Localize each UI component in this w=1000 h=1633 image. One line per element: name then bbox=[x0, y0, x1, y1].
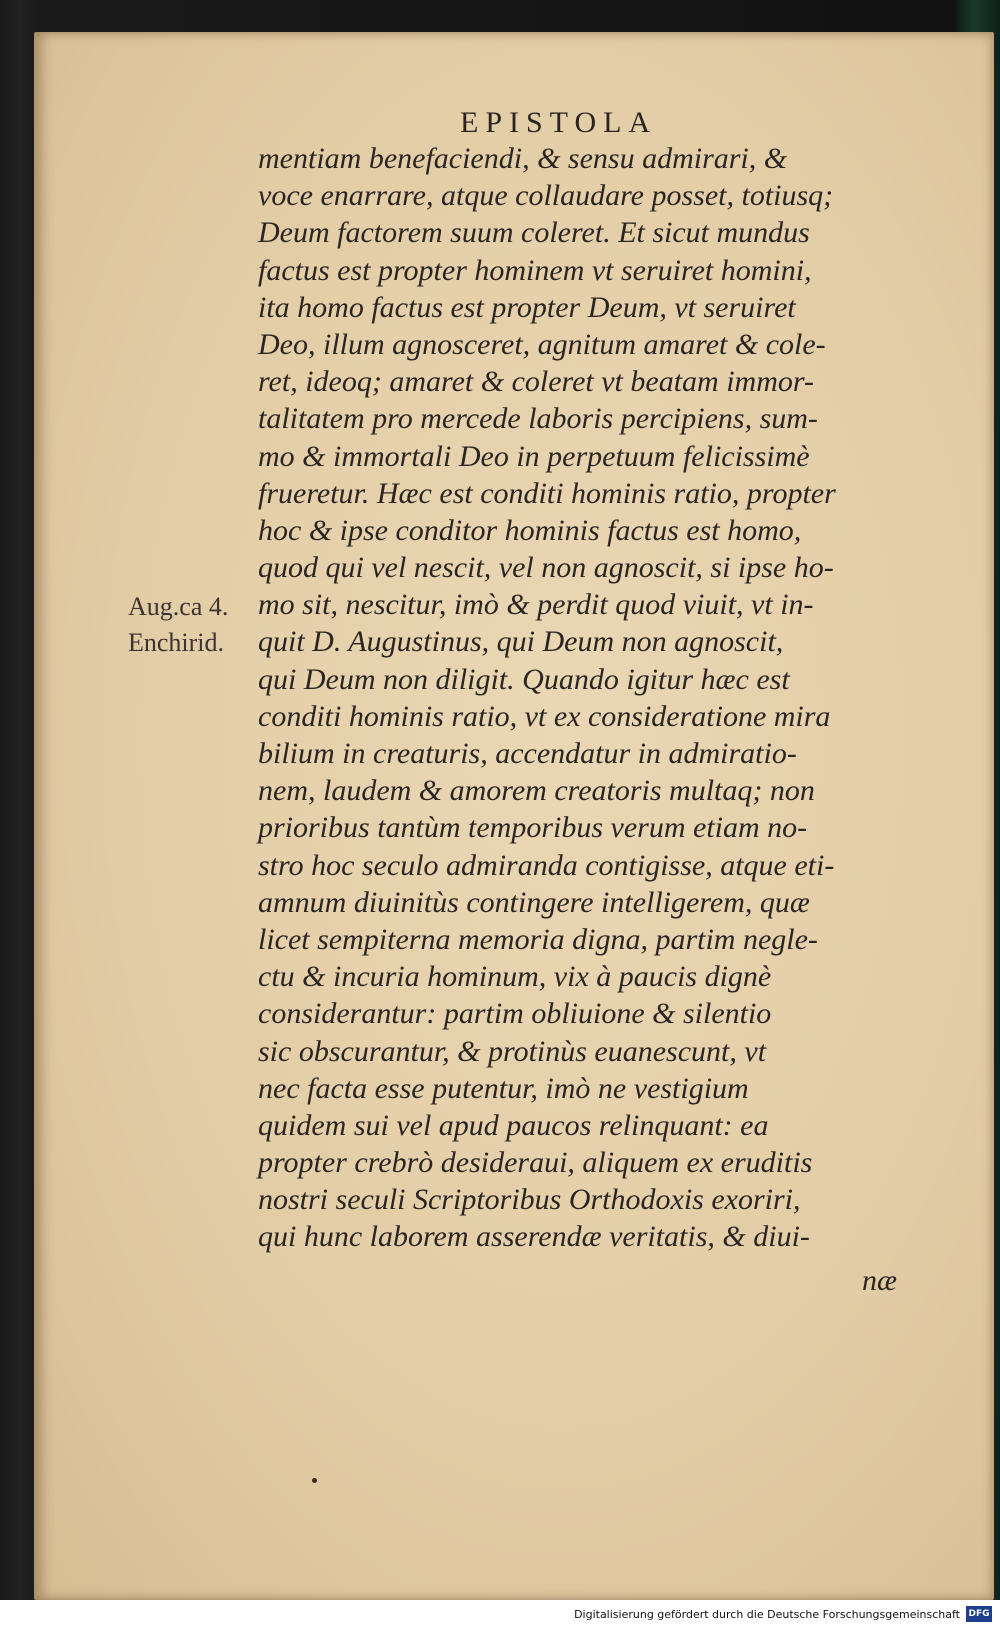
text-line: mo sit, nescitur, imò & perdit quod viuit, vt in- bbox=[258, 588, 814, 622]
text-line: conditi hominis ratio, vt ex consideratione mira bbox=[258, 699, 831, 733]
text-line: stro hoc seculo admiranda contigisse, atque eti- bbox=[258, 848, 835, 882]
text-line: prioribus tantùm temporibus verum etiam no- bbox=[258, 811, 808, 845]
text-line: nem, laudem & amorem creatoris multaq; non bbox=[258, 774, 815, 808]
text-line: ret, ideoq; amaret & coleret vt beatam immor- bbox=[258, 365, 814, 399]
text-line: Deo, illum agnosceret, agnitum amaret & cole- bbox=[258, 327, 826, 361]
text-line: hoc & ipse conditor hominis factus est homo, bbox=[258, 513, 802, 547]
text-line: Deum factorem suum coleret. Et sicut mundus bbox=[258, 216, 810, 250]
text-line: considerantur: partim obliuione & silentio bbox=[258, 997, 772, 1031]
text-line: sic obscurantur, & protinùs euanescunt, vt bbox=[258, 1034, 767, 1068]
text-line: mo & immortali Deo in perpetuum felicissimè bbox=[258, 439, 810, 473]
text-line: ita homo factus est propter Deum, vt seruiret bbox=[258, 290, 796, 324]
text-line: qui hunc laborem asserendæ veritatis, & diui- bbox=[258, 1220, 810, 1254]
text-line: amnum diuinitùs contingere intelligerem, quæ bbox=[258, 885, 810, 919]
margin-note-line-1: Aug.ca 4. bbox=[128, 592, 229, 621]
text-line: nostri seculi Scriptoribus Orthodoxis exoriri, bbox=[258, 1183, 801, 1217]
running-header: EPISTOLA bbox=[460, 106, 658, 139]
dfg-logo-icon: DFG bbox=[966, 1606, 992, 1622]
text-line: bilium in creaturis, accendatur in admiratio- bbox=[258, 737, 797, 770]
text-line: frueretur. Hæc est conditi hominis ratio, propter bbox=[258, 476, 836, 510]
text-line: ctu & incuria hominum, vix à paucis dignè bbox=[258, 960, 772, 994]
text-line: quod qui vel nescit, vel non agnoscit, si ipse ho- bbox=[258, 551, 834, 585]
text-line: factus est propter hominem vt seruiret homini, bbox=[258, 253, 812, 287]
text-line: quit D. Augustinus, qui Deum non agnoscit, bbox=[258, 625, 784, 659]
text-line: voce enarrare, atque collaudare posset, totiusq; bbox=[258, 179, 834, 213]
text-line: mentiam benefaciendi, & sensu admirari, & bbox=[258, 142, 788, 175]
text-line: nec facta esse putentur, imò ne vestigium bbox=[258, 1071, 749, 1105]
margin-note-line-2: Enchirid. bbox=[128, 628, 225, 657]
text-line: propter crebrò desideraui, aliquem ex eruditis bbox=[258, 1146, 813, 1180]
body-text bbox=[258, 140, 918, 1256]
text-line: quidem sui vel apud paucos relinquant: ea bbox=[258, 1108, 769, 1142]
text-line: licet sempiterna memoria digna, partim negle- bbox=[258, 922, 818, 956]
ink-speck bbox=[312, 1478, 317, 1483]
funding-credit: Digitalisierung gefördert durch die Deutsche Forschungsgemeinschaft bbox=[574, 1608, 960, 1621]
footer-bar bbox=[0, 1600, 1000, 1633]
text-line: talitatem pro mercede laboris percipiens, sum- bbox=[258, 402, 818, 436]
catchword: næ bbox=[862, 1264, 898, 1297]
text-line: qui Deum non diligit. Quando igitur hæc est bbox=[258, 662, 790, 696]
